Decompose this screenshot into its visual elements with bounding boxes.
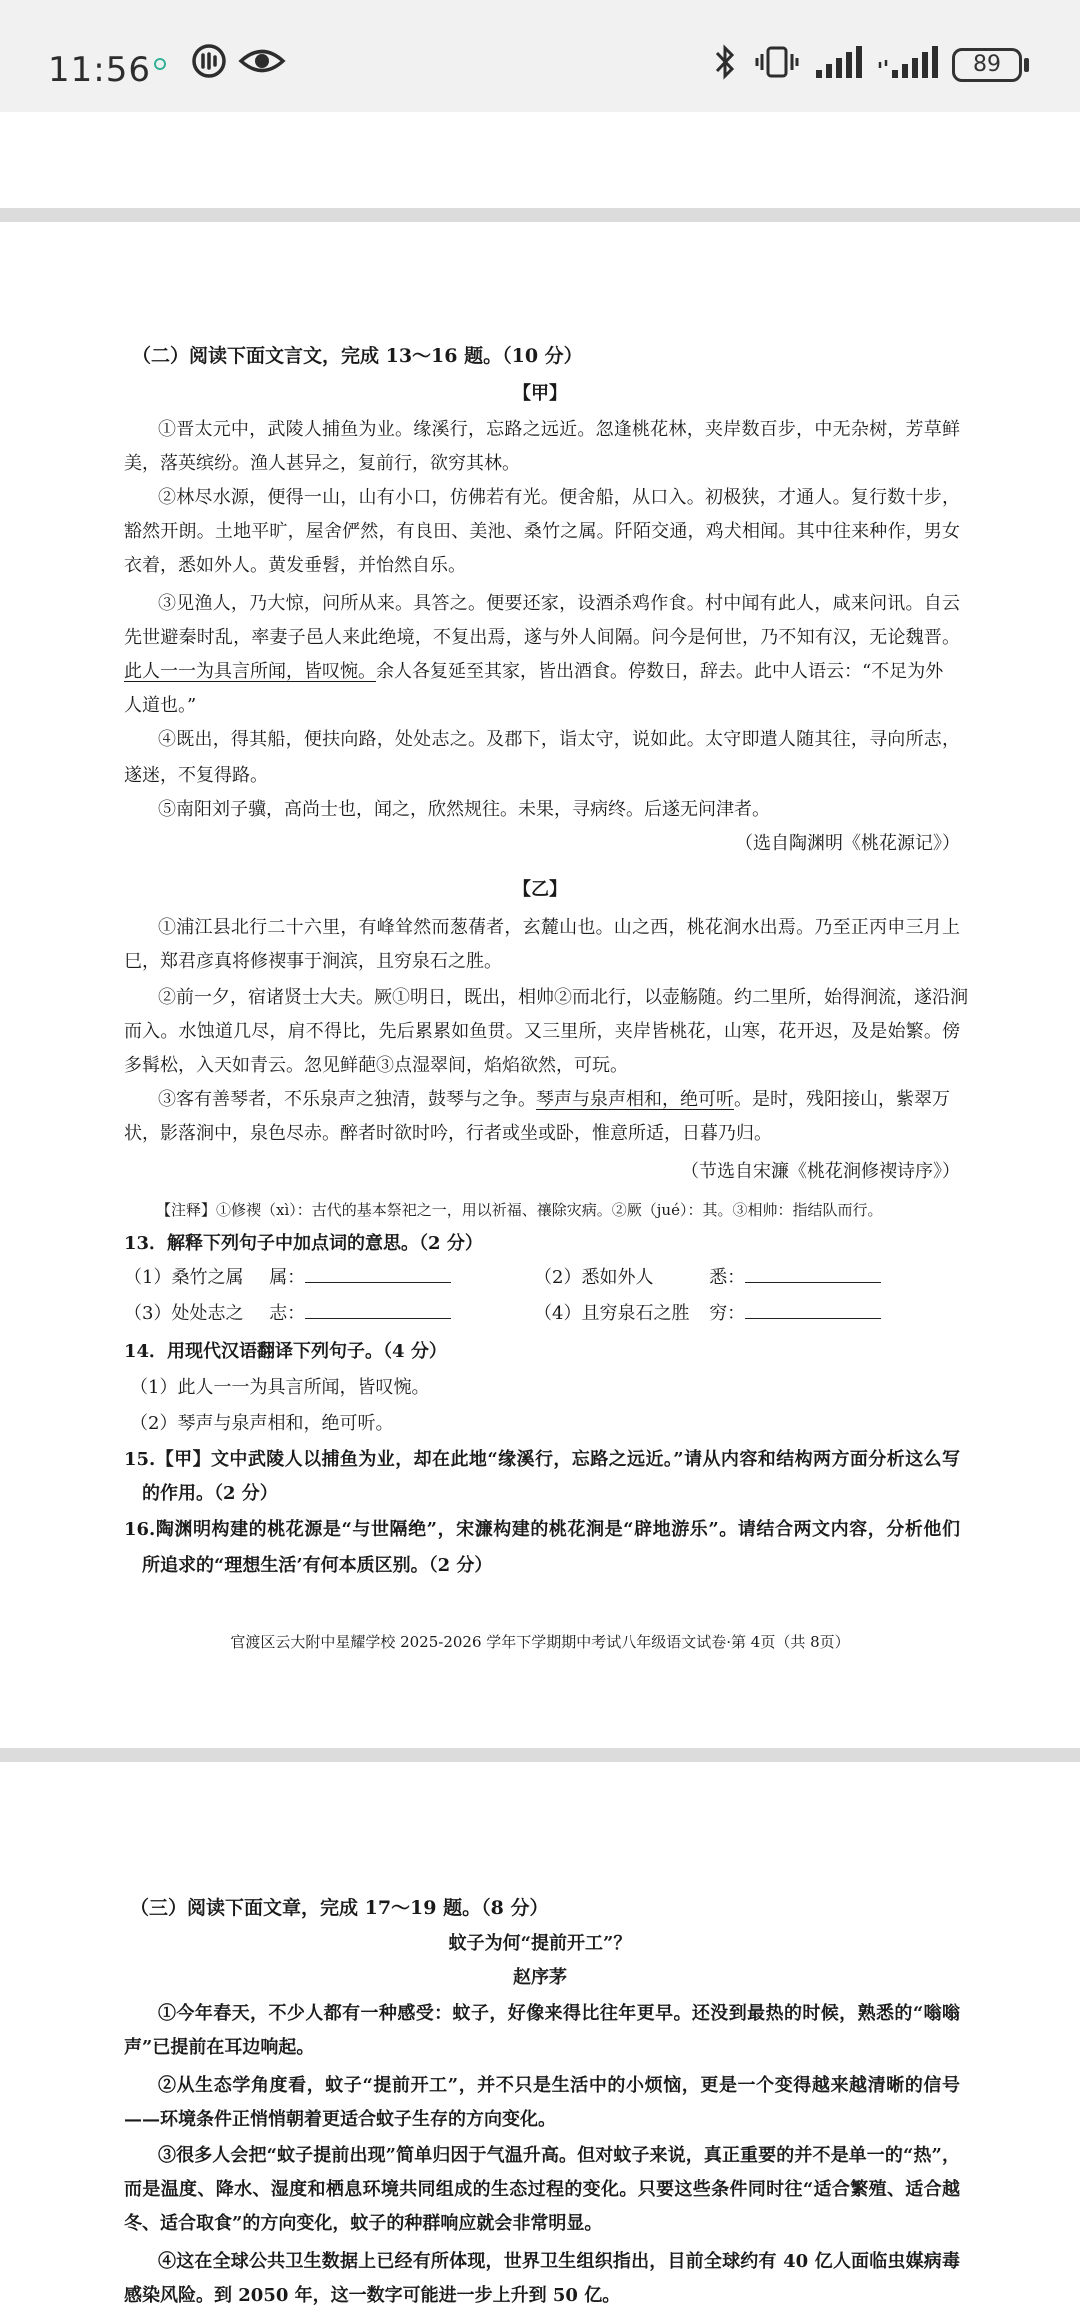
page-gap [0, 1748, 1080, 1762]
recorder-icon [190, 42, 228, 80]
question-16-cont: 所追求的“理想生活’有何本质区别。（2 分） [142, 1555, 493, 1576]
jia-line: ②林尽水源，便得一山，山有小口，仿佛若有光。便舍船，从口入。初极狭，才通人。复行数十步， [158, 487, 960, 508]
document-page-3-bottom [0, 112, 1080, 208]
answer-blank[interactable] [745, 1264, 881, 1283]
article-line: 冬、适合取食”的方向变化，蚊子的种群响应就会非常明显。 [124, 2213, 603, 2234]
document-page-5 [0, 1762, 1080, 2324]
yi-line-rest: 。是时，残阳接山，紫翠万 [734, 1089, 950, 1110]
jia-line: 美，落英缤纷。渔人甚异之，复前行，欲穷其林。 [124, 453, 520, 474]
jia-source: （选自陶渊明《桃花源记》） [735, 833, 960, 854]
page-footer: 官渡区云大附中星耀学校 2025-2026 学年下学期期中考试八年级语文试卷·第 4页（共 8页） [230, 1633, 850, 1651]
answer-blank[interactable] [305, 1300, 451, 1319]
jia-title: 【甲】 [513, 383, 567, 404]
jia-line: 人道也。” [124, 695, 197, 716]
yi-line: 而入。水蚀道几尽，肩不得比，先后累累如鱼贯。又三里所，夹岸皆桃花，山寒，花开迟，及是始繁。傍 [124, 1021, 960, 1042]
jia-line: ⑤南阳刘子骥，高尚士也，闻之，欣然规往。未果，寻病终。后遂无问津者。 [158, 799, 770, 820]
article-line: 感染风险。到 2050 年，这一数字可能进一步上升到 50 亿。 [124, 2285, 621, 2306]
jia-line: 衣着，悉如外人。黄发垂髫，并怡然自乐。 [124, 555, 466, 576]
jia-line: 遂迷，不复得路。 [124, 765, 268, 786]
article-line: 而是温度、降水、湿度和栖息环境共同组成的生态过程的变化。只要这些条件同时往“适合繁殖、适合越 [124, 2179, 960, 2200]
q14-item: （2）琴声与泉声相和，绝可听。 [130, 1413, 394, 1434]
yi-line-part: ③客有善琴者，不乐泉声之独清，鼓琴与之争。 [158, 1089, 536, 1110]
underlined-sentence: 琴声与泉声相和，绝可听 [536, 1089, 734, 1110]
underlined-sentence: 此人一一为具言所闻，皆叹惋。 [124, 661, 376, 682]
section3-heading: （三）阅读下面文章，完成 17～19 题。（8 分） [130, 1897, 549, 1919]
question-13: 13．解释下列句子中加点词的意思。（2 分） [124, 1233, 483, 1254]
notification-dot-icon [154, 58, 166, 70]
battery-tip [1024, 58, 1029, 72]
q13-item: （1）桑竹之属 属： [124, 1264, 451, 1290]
question-14: 14．用现代汉语翻译下列句子。（4 分） [124, 1341, 447, 1362]
article-line: 声”已提前在耳边响起。 [124, 2037, 315, 2058]
eye-icon [238, 42, 286, 80]
annotation-note: 【注释】①修禊（xì）：古代的基本祭祀之一，用以祈福、禳除灾病。②厥（jué）：其。③相帅：指结队而行。 [156, 1201, 883, 1219]
article-line: ①今年春天，不少人都有一种感受：蚊子，好像来得比往年更早。还没到最热的时候，熟悉的“嗡嗡 [158, 2003, 960, 2024]
jia-line-rest: 余人各复延至其家，皆出酒食。停数日，辞去。此中人语云：“不足为外 [376, 661, 944, 682]
signal-2-icon [878, 42, 940, 82]
question-16: 16.陶渊明构建的桃花源是“与世隔绝”，宋濂构建的桃花涧是“辟地游乐”。请结合两文内容，分析他们 [124, 1519, 960, 1540]
vibrate-icon [754, 42, 800, 82]
q14-item: （1）此人一一为具言所闻，皆叹惋。 [130, 1377, 430, 1398]
document-page-4 [0, 222, 1080, 1748]
answer-blank[interactable] [745, 1300, 881, 1319]
battery-icon [952, 48, 1022, 82]
yi-source: （节选自宋濂《桃花涧修禊诗序》） [681, 1161, 960, 1182]
answer-blank[interactable] [305, 1264, 451, 1283]
q13-item: （3）处处志之 志： [124, 1300, 451, 1326]
bluetooth-icon [712, 42, 738, 82]
battery-level: 89 [973, 52, 1001, 77]
question-15-cont: 的作用。（2 分） [142, 1483, 278, 1504]
yi-line: ①浦江县北行二十六里，有峰耸然而葱蒨者，玄麓山也。山之西，桃花涧水出焉。乃至正丙申三月上 [158, 917, 960, 938]
yi-line: 状，影落涧中，泉色尽赤。醉者时欲时吟，行者或坐或卧，惟意所适，日暮乃归。 [124, 1123, 772, 1144]
q13-item: （2）悉如外人 悉： [534, 1264, 881, 1290]
status-bar [0, 0, 1080, 112]
article-author: 赵序茅 [513, 1967, 567, 1988]
jia-line: 先世避秦时乱，率妻子邑人来此绝境，不复出焉，遂与外人间隔。问今是何世，乃不知有汉，无论魏晋。 [124, 627, 960, 648]
status-time: 11:56 [48, 50, 151, 90]
jia-line: ④既出，得其船，便扶向路，处处志之。及郡下，诣太守，说如此。太守即遣人随其往，寻向所志， [158, 729, 960, 750]
jia-line: 豁然开朗。土地平旷，屋舍俨然，有良田、美池、桑竹之属。阡陌交通，鸡犬相闻。其中往来种作，男女 [124, 521, 960, 542]
article-line: ②从生态学角度看，蚊子“提前开工”，并不只是生活中的小烦恼，更是一个变得越来越清晰的信号 [158, 2075, 960, 2096]
article-line: ④这在全球公共卫生数据上已经有所体现，世界卫生组织指出，目前全球约有 40 亿人面临虫媒病毒 [158, 2251, 960, 2272]
jia-line: ③见渔人，乃大惊，问所从来。具答之。便要还家，设酒杀鸡作食。村中闻有此人，咸来问讯。自云 [158, 593, 960, 614]
yi-title: 【乙】 [513, 879, 567, 900]
article-line: ——环境条件正悄悄朝着更适合蚊子生存的方向变化。 [124, 2109, 556, 2130]
page-gap [0, 208, 1080, 222]
question-15: 15.【甲】文中武陵人以捕鱼为业，却在此地“缘溪行，忘路之远近。”请从内容和结构两方面分析这么写 [124, 1449, 960, 1470]
yi-line: 多髯松，入天如青云。忽见鲜葩③点湿翠间，焰焰欲然，可玩。 [124, 1055, 628, 1076]
article-title: 蚊子为何“提前开工”？ [448, 1933, 632, 1954]
jia-line-underlined [124, 660, 960, 684]
section2-heading: （二）阅读下面文言文，完成 13～16 题。（10 分） [132, 345, 583, 367]
yi-line-underlined [158, 1088, 960, 1112]
jia-line: ①晋太元中，武陵人捕鱼为业。缘溪行，忘路之远近。忽逢桃花林，夹岸数百步，中无杂树，芳草鲜 [158, 419, 960, 440]
yi-line: ②前一夕，宿诸贤士大夫。厥①明日，既出，相帅②而北行，以壶觞随。约二里所，始得涧流，遂沿涧 [158, 987, 968, 1008]
yi-line: 巳，郑君彦真将修禊事于涧滨，且穷泉石之胜。 [124, 951, 502, 972]
signal-icon [814, 42, 864, 82]
q13-item: （4）且穷泉石之胜 穷： [534, 1300, 881, 1326]
article-line: ③很多人会把“蚊子提前出现”简单归因于气温升高。但对蚊子来说，真正重要的并不是单一的“热”， [158, 2145, 960, 2166]
